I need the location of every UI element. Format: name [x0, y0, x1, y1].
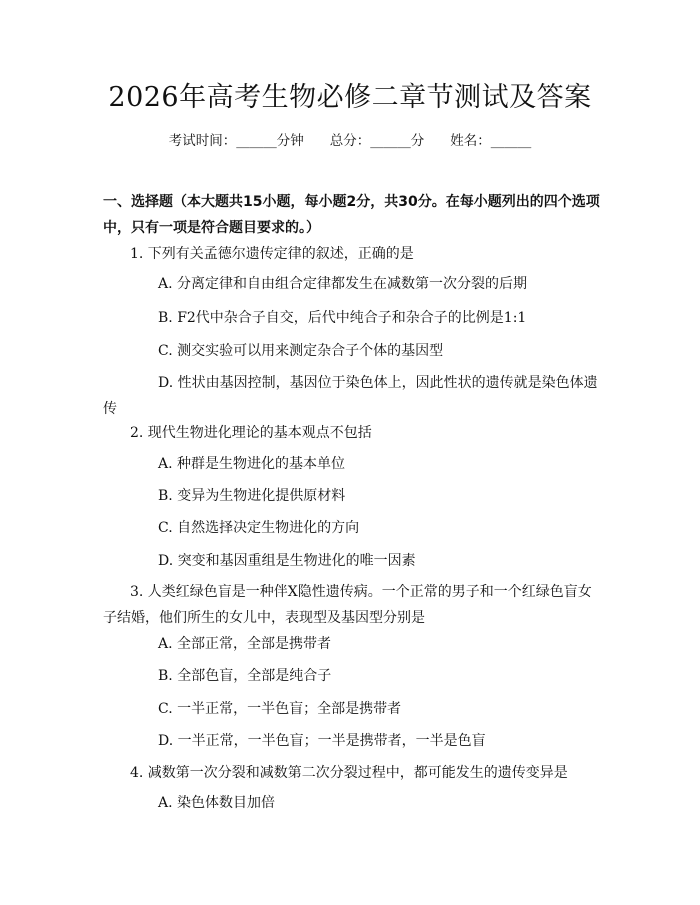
question-3-option-d: D. 一半正常，一半色盲；一半是携带者，一半是色盲 [158, 733, 486, 749]
question-2-option-d: D. 突变和基因重组是生物进化的唯一因素 [158, 553, 416, 569]
question-1-option-d: D. 性状由基因控制，基因位于染色体上，因此性状的遗传就是染色体遗传 [103, 375, 598, 417]
question-3-option-a: A. 全部正常，全部是携带者 [158, 636, 332, 652]
exam-info [0, 130, 700, 152]
question-2-option-a: A. 种群是生物进化的基本单位 [158, 456, 346, 472]
page-title: 2026年高考生物必修二章节测试及答案 [108, 82, 592, 113]
question-4-option-a: A. 染色体数目加倍 [158, 795, 276, 811]
question-1-option-b: B. F2代中杂合子自交，后代中纯合子和杂合子的比例是1:1 [158, 310, 527, 326]
question-2-option-c: C. 自然选择决定生物进化的方向 [158, 520, 360, 536]
question-1: 1. 下列有关孟德尔遗传定律的叙述，正确的是 [130, 246, 414, 262]
question-3: 3. 人类红绿色盲是一种伴X隐性遗传病。一个正常的男子和一个红绿色盲女子结婚，他们所生的女儿中，表现型及基因型分别是 [103, 584, 592, 626]
exam-time: 考试时间：______分钟 [168, 133, 304, 149]
student-name: 姓名：______ [450, 133, 532, 149]
question-2: 2. 现代生物进化理论的基本观点不包括 [130, 425, 372, 441]
question-1-option-a: A. 分离定律和自由组合定律都发生在减数第一次分裂的后期 [158, 276, 528, 292]
question-1-option-c: C. 测交实验可以用来测定杂合子个体的基因型 [158, 343, 444, 359]
section-heading: 一、选择题（本大题共15小题，每小题2分，共30分。在每小题列出的四个选项中，只有一项是符合题目要求的。） [103, 194, 600, 236]
question-2-option-b: B. 变异为生物进化提供原材料 [158, 488, 346, 504]
question-3-option-b: B. 全部色盲，全部是纯合子 [158, 668, 332, 684]
question-3-option-c: C. 一半正常，一半色盲；全部是携带者 [158, 701, 402, 717]
total-score: 总分：______分 [329, 133, 425, 149]
question-4: 4. 减数第一次分裂和减数第二次分裂过程中，都可能发生的遗传变异是 [130, 765, 568, 781]
